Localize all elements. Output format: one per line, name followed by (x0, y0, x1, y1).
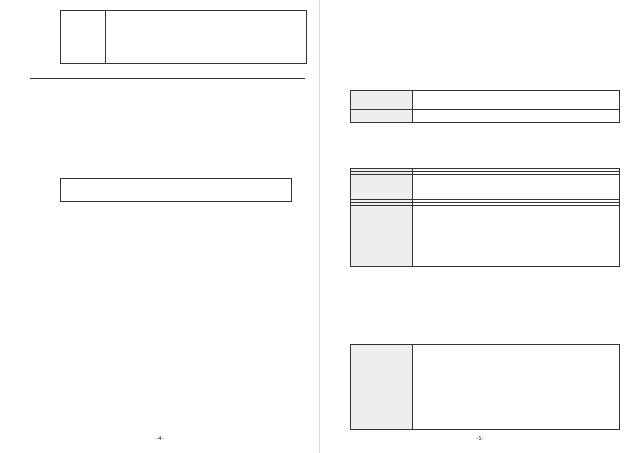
table-cell (351, 345, 413, 430)
table-cell (351, 91, 413, 110)
right-page (320, 0, 640, 453)
office-info-left (61, 11, 106, 63)
table-cell (351, 175, 413, 200)
table-cell (413, 110, 620, 123)
table-row (351, 91, 620, 110)
cancellation-table (350, 344, 620, 430)
table-row (351, 206, 620, 267)
page-number-right: -1- (476, 436, 484, 443)
table-cell (413, 345, 620, 430)
consult-table (350, 90, 620, 123)
corporation-table (350, 168, 620, 267)
section-rule (30, 78, 305, 79)
table-row (351, 110, 620, 123)
table-cell (351, 110, 413, 123)
table-row (351, 175, 620, 200)
office-info-right (106, 11, 306, 63)
table-row (351, 345, 620, 430)
table-cell (413, 206, 620, 267)
table-cell (351, 206, 413, 267)
office-info-box (60, 10, 307, 64)
table-cell (413, 175, 620, 200)
explanation-date-box (60, 178, 292, 202)
table-cell (413, 91, 620, 110)
page-number-left: -4- (156, 436, 164, 443)
